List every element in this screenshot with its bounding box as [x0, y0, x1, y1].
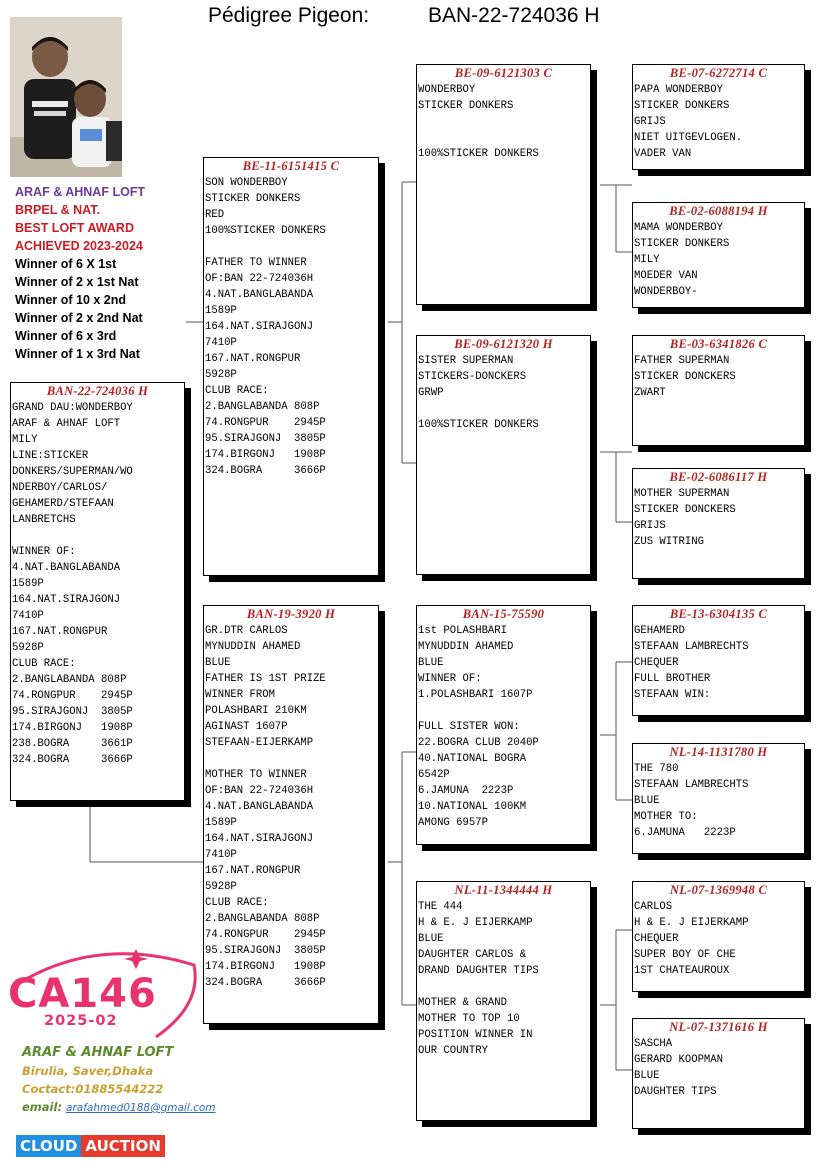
contact-loft-name: ARAF & AHNAF LOFT — [22, 1045, 174, 1060]
dsd-details: THE 780 STEFAAN LAMBRECHTS BLUE MOTHER TO: 6.JAMUNA 2223P — [634, 763, 749, 839]
loft-info-line: Winner of 2 x 1st Nat — [15, 275, 139, 289]
sds-details: FATHER SUPERMAN STICKER DONCKERS ZWART — [634, 355, 736, 399]
sds-card — [632, 335, 805, 446]
dam-sire-ring: BAN-15-75590 — [462, 607, 545, 621]
subject-details: GRAND DAU:WONDERBOY ARAF & AHNAF LOFT MILY LINE:STICKER DONKERS/SUPERMAN/WO NDERBOY/CARLOS/ GEHAMERD/STEFAAN LANBRETCHS WINNER OF: 4.NAT.BANGLABANDA 1589P 164.NAT.SIRAJGONJ 7410P 167.NAT.RONGPUR 5928P CLUB RACE: 2.BANGLABANDA 808P 74.RONGPUR 2945P 95.SIRAJGONJ 3805P 174.BIRGONJ 1908P 238.BOGRA 3661P 324.BOGRA 3666P — [12, 402, 133, 766]
contact-email-label: email: — [22, 1100, 63, 1114]
sire-ring: BE-11-6151415 C — [242, 159, 340, 173]
sss-details: PAPA WONDERBOY STICKER DONKERS GRIJS NIET UITGEVLOGEN. VADER VAN — [634, 84, 743, 160]
sire-dam-details: SISTER SUPERMAN STICKERS-DONCKERS GRWP 100%STICKER DONKERS — [418, 355, 539, 431]
subject-pigeon-card — [10, 382, 185, 801]
dss-card — [632, 605, 805, 716]
sire-card — [203, 157, 379, 576]
dss-ring: BE-13-6304135 C — [669, 607, 768, 621]
owner-photo-image — [10, 17, 122, 177]
page-title — [0, 4, 816, 34]
sire-dam-ring: BE-09-6121320 H — [454, 337, 553, 351]
loft-info-line: BRPEL & NAT. — [15, 203, 100, 217]
loft-achievements — [15, 183, 185, 363]
loft-info-line: BEST LOFT AWARD — [15, 221, 134, 235]
title-label: Pédigree Pigeon: — [208, 4, 370, 27]
loft-info-line: Winner of 10 x 2nd — [15, 293, 127, 307]
dss-details: GEHAMERD STEFAAN LAMBRECHTS CHEQUER FULL BROTHER STEFAAN WIN: — [634, 625, 749, 701]
contact-address: Birulia, Saver,Dhaka — [22, 1064, 154, 1078]
owner-photo — [10, 17, 122, 177]
dam-sire-details: 1st POLASHBARI MYNUDDIN AHAMED BLUE WINNER OF: 1.POLASHBARI 1607P FULL SISTER WON: 22.BOGRA CLUB 2040P 40.NATIONAL BOGRA 6542P 6.JAMUNA 2223P 10.NATIONAL 100KM AMONG 6957P — [418, 625, 539, 829]
sire-sire-ring: BE-09-6121303 C — [454, 66, 553, 80]
sds-ring: BE-03-6341826 C — [669, 337, 768, 351]
sire-sire-details: WONDERBOY STICKER DONKERS 100%STICKER DONKERS — [418, 84, 539, 160]
loft-info-line: ARAF & AHNAF LOFT — [15, 185, 146, 199]
contact-email-row — [22, 1098, 262, 1117]
dds-details: CARLOS H & E. J EIJERKAMP CHEQUER SUPER BOY OF CHE 1ST CHATEAUROUX — [634, 901, 749, 977]
contact-email-link[interactable]: arafahmed0188@gmail.com — [66, 1102, 216, 1114]
dds-ring: NL-07-1369948 C — [669, 883, 768, 897]
sire-dam-card — [416, 335, 591, 575]
sss-ring: BE-07-6272714 C — [669, 66, 768, 80]
contact-phone: Coctact:01885544222 — [22, 1082, 164, 1096]
loft-info-line: Winner of 2 x 2nd Nat — [15, 311, 143, 325]
dam-card — [203, 605, 379, 1024]
sire-sire-card — [416, 64, 591, 305]
ssd-details: MAMA WONDERBOY STICKER DONKERS MILY MOEDER VAN WONDERBOY- — [634, 222, 730, 298]
ca146-logo — [6, 945, 202, 1041]
dsd-card — [632, 743, 805, 854]
dds-card — [632, 881, 805, 992]
loft-info-line: Winner of 6 X 1st — [15, 257, 117, 271]
sdd-card — [632, 468, 805, 579]
contact-block — [22, 1044, 262, 1117]
ssd-ring: BE-02-6088194 H — [669, 204, 768, 218]
logo-sub-text: 2025-02 — [44, 1013, 118, 1029]
dam-details: GR.DTR CARLOS MYNUDDIN AHAMED BLUE FATHER IS 1ST PRIZE WINNER FROM POLASHBARI 210KM AGINAST 1607P STEFAAN-EIJERKAMP MOTHER TO WINNER OF:BAN 22-724036H 4.NAT.BANGLABANDA 1589P 164.NAT.SIRAJGONJ 7410P 167.NAT.RONGPUR 5928P CLUB RACE: 2.BANGLABANDA 808P 74.RONGPUR 2945P 95.SIRAJGONJ 3805P 174.BIRGONJ 1908P 324.BOGRA 3666P — [205, 625, 326, 989]
dam-dam-details: THE 444 H & E. J EIJERKAMP BLUE DAUGHTER CARLOS & DRAND DAUGHTER TIPS MOTHER & GRAND MOTHER TO TOP 10 POSITION WINNER IN OUR COUNTRY — [418, 901, 539, 1057]
badge-part-1: CLOUD — [16, 1135, 81, 1157]
subject-ring: BAN-22-724036 H — [46, 384, 149, 398]
badge-part-2: AUCTION — [81, 1135, 164, 1157]
cloud-auction-badge — [16, 1135, 202, 1157]
ssd-card — [632, 202, 805, 308]
sss-card — [632, 64, 805, 170]
loft-info-line: ACHIEVED 2023-2024 — [15, 239, 143, 253]
sdd-details: MOTHER SUPERMAN STICKER DONCKERS GRIJS ZUS WITRING — [634, 488, 736, 548]
sdd-ring: BE-02-6086117 H — [669, 470, 768, 484]
dam-dam-card — [416, 881, 591, 1121]
ddd-details: SASCHA GERARD KOOPMAN BLUE DAUGHTER TIPS — [634, 1038, 724, 1098]
ddd-card — [632, 1018, 805, 1129]
loft-info-line: Winner of 1 x 3rd Nat — [15, 347, 140, 361]
ddd-ring: NL-07-1371616 H — [669, 1020, 768, 1034]
sire-details: SON WONDERBOY STICKER DONKERS RED 100%STICKER DONKERS FATHER TO WINNER OF:BAN 22-724036H 4.NAT.BANGLABANDA 1589P 164.NAT.SIRAJGONJ 7410P 167.NAT.RONGPUR 5928P CLUB RACE: 2.BANGLABANDA 808P 74.RONGPUR 2945P 95.SIRAJGONJ 3805P 174.BIRGONJ 1908P 324.BOGRA 3666P — [205, 177, 326, 477]
title-ring: BAN-22-724036 H — [428, 4, 600, 27]
dsd-ring: NL-14-1131780 H — [669, 745, 768, 759]
dam-ring: BAN-19-3920 H — [246, 607, 336, 621]
dam-sire-card — [416, 605, 591, 845]
logo-main-text: CA146 — [8, 971, 157, 1017]
loft-info-line: Winner of 6 x 3rd — [15, 329, 117, 343]
dam-dam-ring: NL-11-1344444 H — [454, 883, 553, 897]
